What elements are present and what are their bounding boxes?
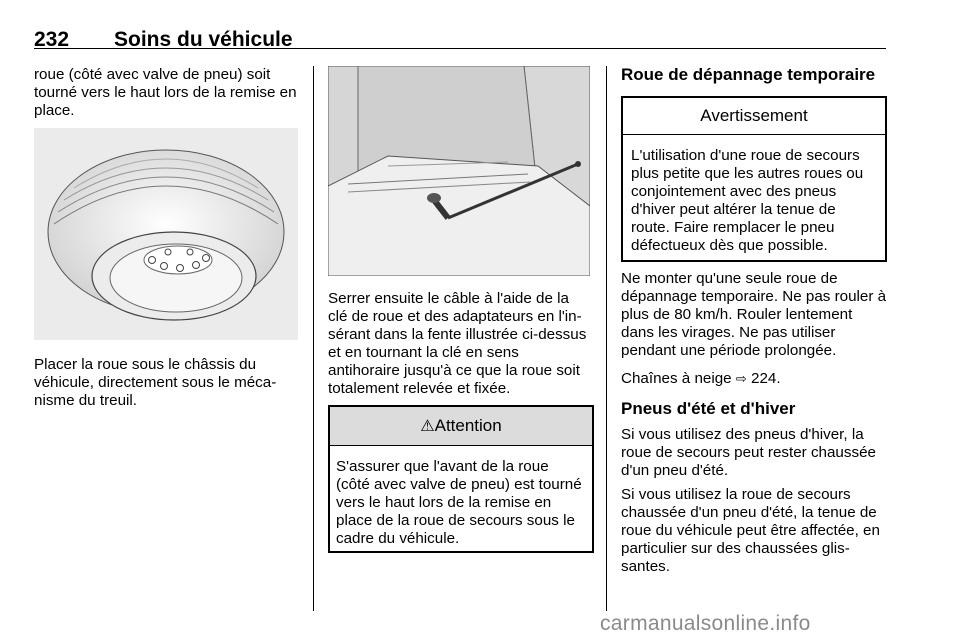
paragraph: Si vous utilisez la roue de secours chaussée d'un pneu d'été, la tenue de roue du véhicule peut être affectée, en particulier sur des chaussées glis-santes. xyxy=(621,486,880,575)
section-heading: Pneus d'été et d'hiver xyxy=(621,399,796,418)
attention-box xyxy=(328,405,594,553)
warning-box-body xyxy=(623,135,885,255)
attention-box-header xyxy=(330,407,592,446)
arrow-reference-icon: ⇨ xyxy=(735,371,747,386)
cross-reference xyxy=(621,370,887,388)
warning-box-header xyxy=(623,98,885,135)
watermark: carmanualsonline.info xyxy=(600,612,811,635)
paragraph: Si vous utilisez des pneus d'hiver, la roue de secours peut rester chaussée d'un pneu d'été. xyxy=(621,426,876,479)
warning-box xyxy=(621,96,887,262)
warning-triangle-icon: ⚠ xyxy=(420,418,435,435)
paragraph: roue (côté avec valve de pneu) soit tourné vers le haut lors de la remise en place. xyxy=(34,66,297,119)
winch-key-illustration xyxy=(328,66,590,276)
column-divider xyxy=(313,66,314,611)
paragraph: Placer la roue sous le châssis du véhicule, directement sous le méca-nisme du treuil. xyxy=(34,356,277,409)
page-number: 232 xyxy=(34,28,70,51)
warning-title: Avertissement xyxy=(700,106,808,125)
spare-wheel-illustration xyxy=(34,128,298,340)
page-title: Soins du véhicule xyxy=(114,28,293,51)
page-header xyxy=(34,14,886,49)
column-divider xyxy=(606,66,607,611)
paragraph: Serrer ensuite le câble à l'aide de la clé de roue et des adaptateurs en l'in-sérant dans la fente illustrée ci-dessus et en tournant la clé en sens antihoraire jusqu'à ce que la roue soit totalement relevée et fixée. xyxy=(328,290,587,397)
column-3-text xyxy=(621,270,887,576)
attention-text: S'assurer que l'avant de la roue (côté avec valve de pneu) est tourné vers le haut lors de la remise en place de la roue de secours sous le cadre du véhicule. xyxy=(336,458,582,547)
column-1 xyxy=(34,66,298,120)
attention-title: Attention xyxy=(434,416,502,435)
paragraph: Ne monter qu'une seule roue de dépannage temporaire. Ne pas rouler à plus de 80 km/h. Rouler lentement dans les virages. Ne pas utiliser pendant une période prolongée. xyxy=(621,270,887,359)
warning-text: L'utilisation d'une roue de secours plus petite que les autres roues ou conjointement avec des pneus d'hiver peut altérer la tenue de route. Faire remplacer le pneu défectueux dès que possible. xyxy=(631,147,864,254)
column-1-bottom xyxy=(34,356,298,410)
column-2-text xyxy=(328,290,590,398)
column-3 xyxy=(621,66,887,84)
cross-reference-text: Chaînes à neige xyxy=(621,370,732,387)
attention-box-body xyxy=(330,446,592,548)
cross-reference-page[interactable]: 224. xyxy=(751,370,781,387)
section-heading: Roue de dépannage temporaire xyxy=(621,65,876,84)
